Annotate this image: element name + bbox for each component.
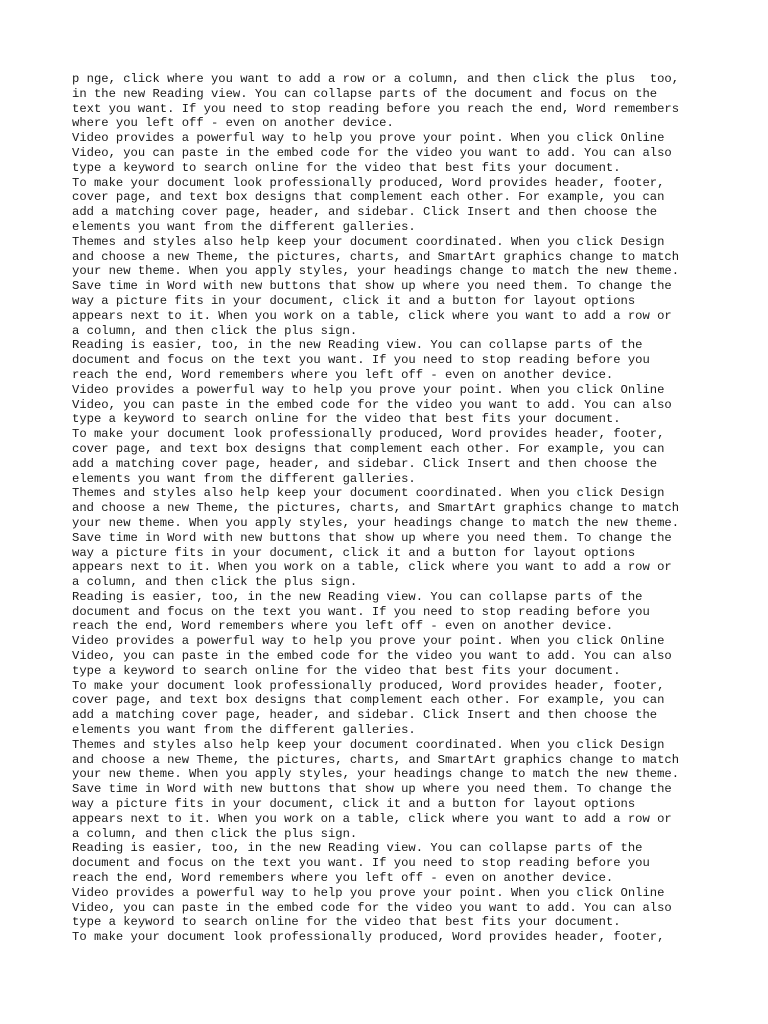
text-line: Reading is easier, too, in the new Reading view. You can collapse parts of the [72, 338, 643, 353]
text-line: a column, and then click the plus sign. [72, 323, 358, 338]
text-line: To make your document look professionally produced, Word provides header, footer, [72, 930, 665, 945]
text-line: type a keyword to search online for the video that best fits your document. [72, 663, 621, 678]
text-line: Video provides a powerful way to help you prove your point. When you click Online [72, 634, 665, 649]
text-line: Video provides a powerful way to help you prove your point. When you click Online [72, 382, 665, 397]
text-line: appears next to it. When you work on a table, click where you want to add a row or [72, 560, 672, 575]
text-line: reach the end, Word remembers where you left off - even on another device. [72, 367, 614, 382]
text-line: Reading is easier, too, in the new Reading view. You can collapse parts of the [72, 841, 643, 856]
text-line: Save time in Word with new buttons that show up where you need them. To change the [72, 530, 672, 545]
text-line: type a keyword to search online for the video that best fits your document. [72, 160, 621, 175]
text-line: To make your document look professionally produced, Word provides header, footer, [72, 678, 665, 693]
text-line: Themes and styles also help keep your document coordinated. When you click Design [72, 486, 665, 501]
text-line: Video, you can paste in the embed code for the video you want to add. You can also [72, 397, 672, 412]
text-line: elements you want from the different galleries. [72, 219, 416, 234]
text-line: elements you want from the different galleries. [72, 723, 416, 738]
text-line: and choose a new Theme, the pictures, charts, and SmartArt graphics change to match [72, 249, 680, 264]
text-line: Video, you can paste in the embed code for the video you want to add. You can also [72, 145, 672, 160]
text-line: in the new Reading view. You can collapse parts of the document and focus on the [72, 86, 658, 101]
text-line: Video provides a powerful way to help you prove your point. When you click Online [72, 131, 665, 146]
text-line: add a matching cover page, header, and sidebar. Click Insert and then choose the [72, 205, 658, 220]
text-line: text you want. If you need to stop reading before you reach the end, Word remembers [72, 101, 680, 116]
text-line: reach the end, Word remembers where you left off - even on another device. [72, 871, 614, 886]
text-line: type a keyword to search online for the video that best fits your document. [72, 915, 621, 930]
text-line: Video, you can paste in the embed code for the video you want to add. You can also [72, 649, 672, 664]
text-line: document and focus on the text you want. If you need to stop reading before you [72, 353, 650, 368]
text-line: where you left off - even on another device. [72, 116, 394, 131]
text-line: Themes and styles also help keep your document coordinated. When you click Design [72, 234, 665, 249]
text-line: reach the end, Word remembers where you left off - even on another device. [72, 619, 614, 634]
text-line: a column, and then click the plus sign. [72, 575, 358, 590]
text-line: Themes and styles also help keep your document coordinated. When you click Design [72, 737, 665, 752]
text-line: Video provides a powerful way to help you prove your point. When you click Online [72, 885, 665, 900]
text-line: type a keyword to search online for the video that best fits your document. [72, 412, 621, 427]
text-line: and choose a new Theme, the pictures, charts, and SmartArt graphics change to match [72, 501, 680, 516]
text-line: way a picture fits in your document, click it and a button for layout options [72, 545, 636, 560]
text-line: To make your document look professionally produced, Word provides header, footer, [72, 175, 665, 190]
text-line: your new theme. When you apply styles, your headings change to match the new theme. [72, 767, 680, 782]
text-line: cover page, and text box designs that complement each other. For example, you can [72, 190, 665, 205]
text-line: p nge, click where you want to add a row or a column, and then click the plus too, [72, 72, 680, 86]
text-line: cover page, and text box designs that complement each other. For example, you can [72, 693, 665, 708]
text-line: elements you want from the different galleries. [72, 471, 416, 486]
text-line: add a matching cover page, header, and sidebar. Click Insert and then choose the [72, 708, 658, 723]
text-line: and choose a new Theme, the pictures, charts, and SmartArt graphics change to match [72, 752, 680, 767]
text-line: Video, you can paste in the embed code for the video you want to add. You can also [72, 900, 672, 915]
text-line: Reading is easier, too, in the new Reading view. You can collapse parts of the [72, 589, 643, 604]
text-line: document and focus on the text you want. If you need to stop reading before you [72, 856, 650, 871]
text-line: way a picture fits in your document, click it and a button for layout options [72, 293, 636, 308]
text-line: way a picture fits in your document, click it and a button for layout options [72, 797, 636, 812]
text-line: Save time in Word with new buttons that show up where you need them. To change the [72, 279, 672, 294]
text-line: To make your document look professionally produced, Word provides header, footer, [72, 427, 665, 442]
text-line: a column, and then click the plus sign. [72, 826, 358, 841]
text-line: your new theme. When you apply styles, your headings change to match the new theme. [72, 264, 680, 279]
text-line: appears next to it. When you work on a table, click where you want to add a row or [72, 811, 672, 826]
text-line: Save time in Word with new buttons that show up where you need them. To change the [72, 782, 672, 797]
text-line: add a matching cover page, header, and sidebar. Click Insert and then choose the [72, 456, 658, 471]
text-line: appears next to it. When you work on a table, click where you want to add a row or [72, 308, 672, 323]
text-line: cover page, and text box designs that complement each other. For example, you can [72, 441, 665, 456]
text-line: your new theme. When you apply styles, your headings change to match the new theme. [72, 515, 680, 530]
text-line: document and focus on the text you want. If you need to stop reading before you [72, 604, 650, 619]
document-page [72, 72, 712, 945]
